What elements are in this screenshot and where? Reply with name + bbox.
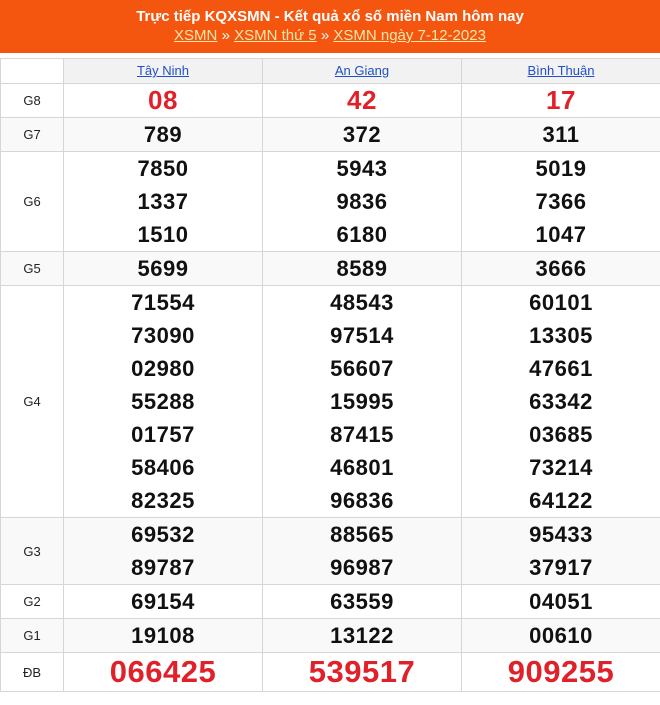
- prize-number: 58406: [131, 455, 195, 480]
- prize-number: 1510: [137, 222, 189, 247]
- prize-number: 19108: [131, 623, 195, 648]
- prize-number: 00610: [529, 623, 593, 648]
- prize-cell: [462, 653, 660, 692]
- prize-number: 89787: [131, 555, 195, 580]
- prize-number: 37917: [529, 555, 593, 580]
- page-header: [0, 0, 660, 53]
- prize-number: 47661: [529, 356, 593, 381]
- prize-number: 95433: [529, 522, 593, 547]
- prize-number: 13305: [529, 323, 593, 348]
- prize-number: 17: [546, 85, 576, 115]
- province-header: [462, 59, 660, 84]
- prize-number: 1047: [535, 222, 587, 247]
- prize-number: 7366: [535, 189, 587, 214]
- prize-number: 1337: [137, 189, 189, 214]
- prize-number: 789: [143, 122, 183, 147]
- prize-cell: [263, 152, 462, 252]
- prize-number: 96836: [330, 488, 394, 513]
- prize-number: 15995: [330, 389, 394, 414]
- prize-label: ĐB: [1, 653, 64, 692]
- prize-number: 5019: [535, 156, 587, 181]
- prize-cell: [462, 619, 660, 653]
- prize-label: G7: [1, 118, 64, 152]
- prize-cell: [263, 286, 462, 518]
- prize-number: 73090: [131, 323, 195, 348]
- prize-cell: [64, 585, 263, 619]
- prize-number: 6180: [336, 222, 388, 247]
- prize-cell: [263, 653, 462, 692]
- prize-label: G4: [1, 286, 64, 518]
- prize-cell: [263, 619, 462, 653]
- prize-number: 73214: [529, 455, 593, 480]
- prize-number: 69532: [131, 522, 195, 547]
- breadcrumb-link-xsmn[interactable]: XSMN: [174, 27, 218, 44]
- prize-number: 96987: [330, 555, 394, 580]
- prize-number: 63342: [529, 389, 593, 414]
- prize-cell: [462, 286, 660, 518]
- prize-number: 88565: [330, 522, 394, 547]
- prize-label: G3: [1, 518, 64, 585]
- prize-number: 909255: [507, 654, 615, 689]
- prize-cell: [263, 118, 462, 152]
- prize-cell: [64, 252, 263, 286]
- prize-row-g8: [1, 84, 660, 118]
- prize-number: 311: [542, 122, 580, 147]
- prize-number: 63559: [330, 589, 394, 614]
- breadcrumb-separator: »: [221, 27, 230, 44]
- prize-number: 372: [342, 122, 382, 147]
- prize-number: 60101: [529, 290, 593, 315]
- results-table: [0, 58, 660, 692]
- prize-number: 7850: [137, 156, 189, 181]
- prize-cell: [462, 84, 660, 118]
- prize-number: 56607: [330, 356, 394, 381]
- page-title: Trực tiếp KQXSMN - Kết quả xổ số miền Nam hôm nay: [136, 8, 524, 25]
- prize-row-g7: [1, 118, 660, 152]
- prize-cell: [462, 518, 660, 585]
- prize-cell: [462, 118, 660, 152]
- province-link-an-giang[interactable]: An Giang: [334, 63, 390, 78]
- breadcrumb-link-xsmn-date[interactable]: XSMN ngày 7-12-2023: [333, 27, 486, 44]
- prize-number: 42: [347, 85, 377, 115]
- province-link-tay-ninh[interactable]: Tây Ninh: [136, 63, 190, 78]
- prize-number: 03685: [529, 422, 593, 447]
- breadcrumb: [0, 28, 660, 43]
- prize-cell: [263, 252, 462, 286]
- province-link-binh-thuan[interactable]: Bình Thuận: [527, 63, 595, 78]
- prize-number: 69154: [131, 589, 195, 614]
- prize-row-g4: [1, 286, 660, 518]
- prize-row-g6: [1, 152, 660, 252]
- prize-number: 08: [148, 85, 178, 115]
- header-corner: [1, 59, 64, 84]
- prize-number: 87415: [330, 422, 394, 447]
- prize-number: 48543: [330, 290, 394, 315]
- prize-cell: [64, 118, 263, 152]
- prize-number: 13122: [330, 623, 394, 648]
- prize-number: 02980: [131, 356, 195, 381]
- breadcrumb-link-xsmn-thu-5[interactable]: XSMN thứ 5: [234, 27, 317, 44]
- prize-number: 04051: [529, 589, 593, 614]
- prize-cell: [64, 286, 263, 518]
- prize-cell: [263, 518, 462, 585]
- prize-row-g2: [1, 585, 660, 619]
- prize-number: 9836: [336, 189, 388, 214]
- province-header: [263, 59, 462, 84]
- prize-number: 82325: [131, 488, 195, 513]
- prize-row-g1: [1, 619, 660, 653]
- prize-table-body: [1, 84, 660, 692]
- prize-label: G5: [1, 252, 64, 286]
- prize-label: G6: [1, 152, 64, 252]
- prize-cell: [64, 653, 263, 692]
- prize-cell: [462, 585, 660, 619]
- prize-cell: [462, 152, 660, 252]
- prize-row-db: [1, 653, 660, 692]
- prize-cell: [462, 252, 660, 286]
- prize-number: 066425: [109, 654, 217, 689]
- prize-number: 97514: [330, 323, 394, 348]
- prize-number: 5943: [336, 156, 388, 181]
- prize-number: 46801: [330, 455, 394, 480]
- prize-number: 3666: [535, 256, 587, 281]
- prize-cell: [64, 619, 263, 653]
- prize-number: 71554: [131, 290, 195, 315]
- province-header: [64, 59, 263, 84]
- prize-label: G8: [1, 84, 64, 118]
- prize-cell: [64, 152, 263, 252]
- prize-number: 01757: [131, 422, 195, 447]
- prize-cell: [263, 585, 462, 619]
- prize-number: 55288: [131, 389, 195, 414]
- prize-number: 539517: [308, 654, 416, 689]
- prize-label: G1: [1, 619, 64, 653]
- prize-row-g5: [1, 252, 660, 286]
- prize-number: 8589: [336, 256, 388, 281]
- prize-cell: [64, 518, 263, 585]
- prize-label: G2: [1, 585, 64, 619]
- prize-cell: [64, 84, 263, 118]
- prize-number: 64122: [529, 488, 593, 513]
- prize-number: 5699: [137, 256, 189, 281]
- prize-row-g3: [1, 518, 660, 585]
- province-header-row: [1, 59, 660, 84]
- breadcrumb-separator: »: [320, 27, 330, 44]
- prize-cell: [263, 84, 462, 118]
